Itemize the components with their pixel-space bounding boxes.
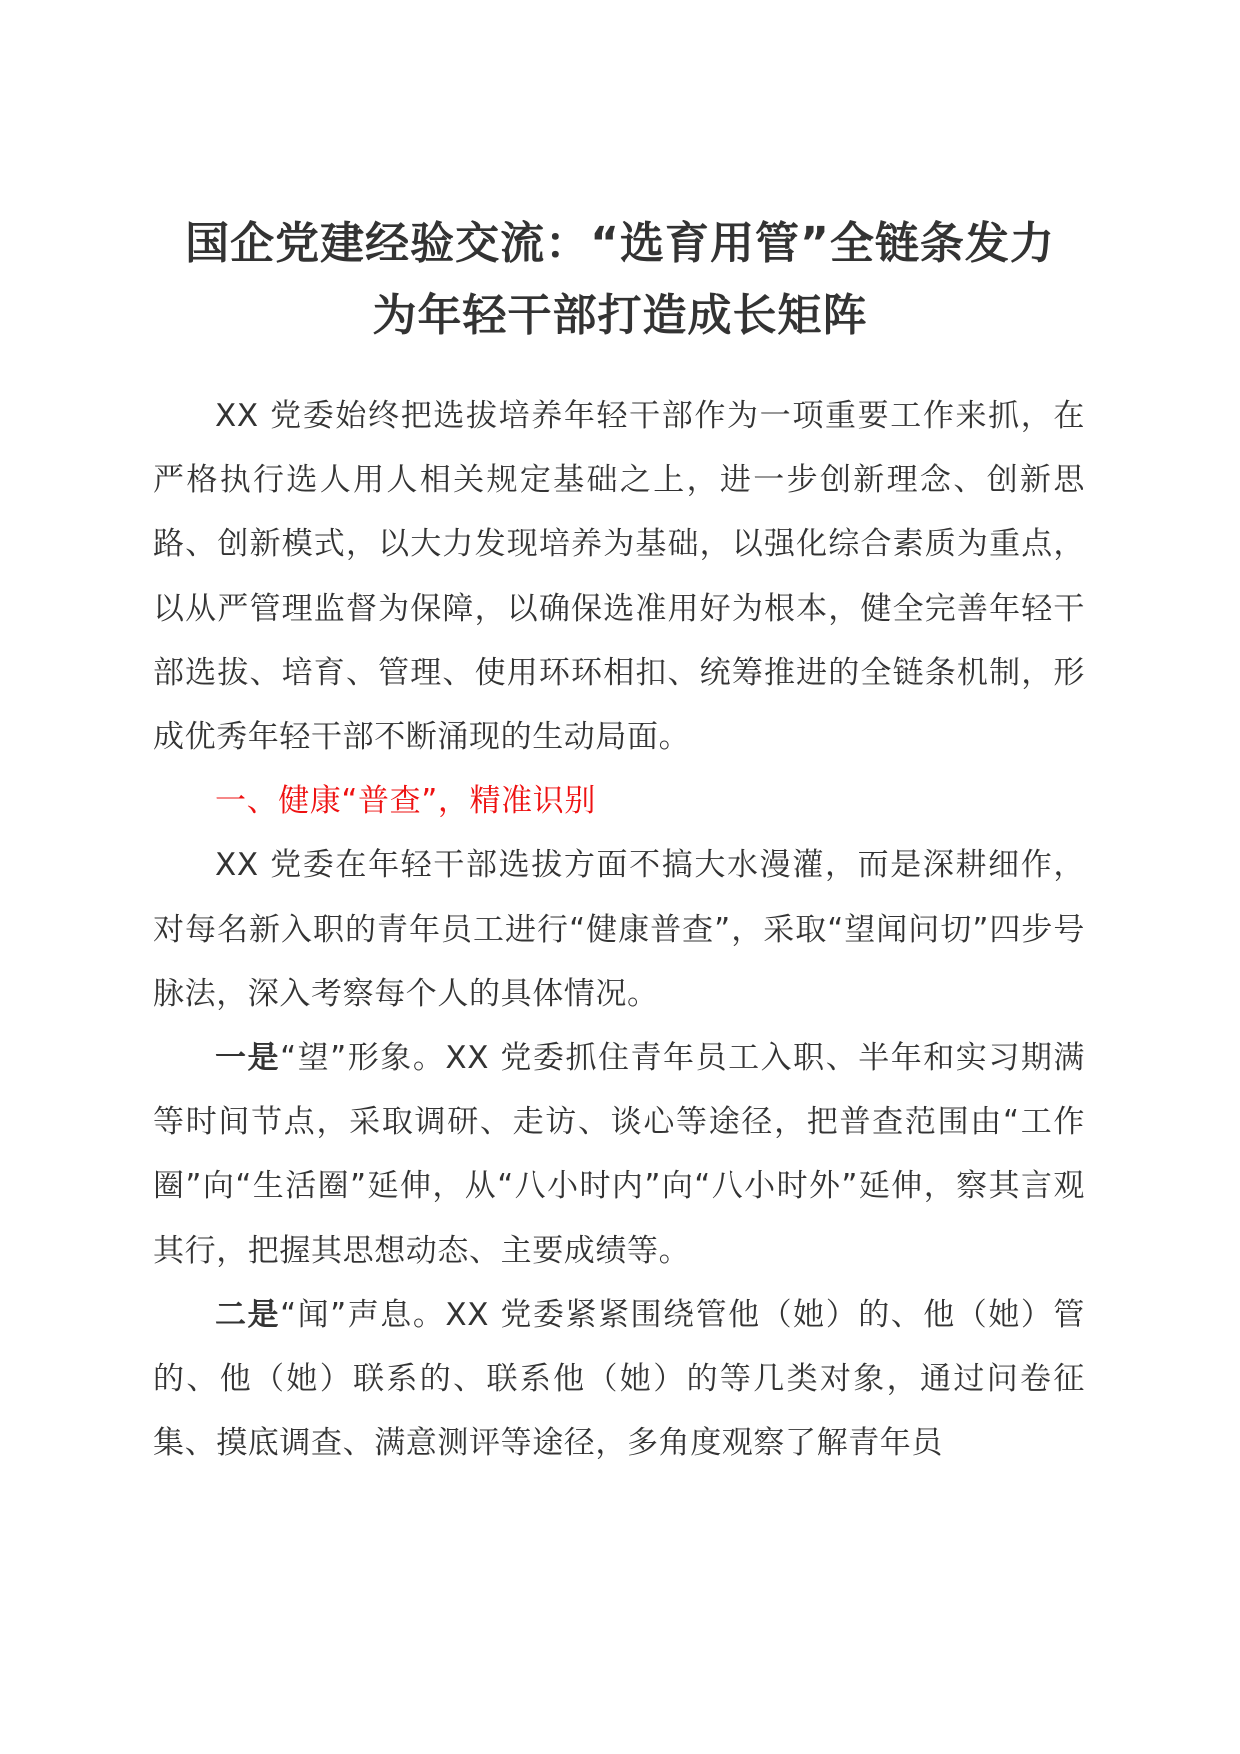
section-1-paragraph: XX 党委在年轻干部选拔方面不搞大水漫灌，而是深耕细作，对每名新入职的青年员工进行“健康普查”，采取“望闻问切”四步号脉法，深入考察每个人的具体情况。 — [153, 847, 1085, 1012]
point-1-paragraph — [153, 1026, 1085, 1283]
document-title — [150, 208, 1090, 352]
point-1-lead: 一是 — [215, 1040, 281, 1077]
point-1-text: “望”形象。XX 党委抓住青年员工入职、半年和实习期满等时间节点，采取调研、走访、谈心等途径，把普查范围由“工作圈”向“生活圈”延伸，从“八小时内”向“八小时外”延伸，察其言观其行，把握其思想动态、主要成绩等。 — [153, 1040, 1085, 1269]
title-line-1: 国企党建经验交流：“选育用管”全链条发力 — [185, 218, 1055, 269]
intro-paragraph: XX 党委始终把选拔培养年轻干部作为一项重要工作来抓，在严格执行选人用人相关规定基础之上，进一步创新理念、创新思路、创新模式，以大力发现培养为基础，以强化综合素质为重点，以从严管理监督为保障，以确保选准用好为根本，健全完善年轻干部选拔、培育、管理、使用环环相扣、统筹推进的全链条机制，形成优秀年轻干部不断涌现的生动局面。 — [153, 398, 1085, 756]
section-heading-1: 一、健康“普查”，精准识别 — [215, 783, 596, 820]
point-2-paragraph — [153, 1283, 1085, 1476]
point-2-text: “闻”声息。XX 党委紧紧围绕管他（她）的、他（她）管的、他（她）联系的、联系他（她）的等几类对象，通过问卷征集、摸底调查、满意测评等途径，多角度观察了解青年员 — [153, 1296, 1085, 1462]
title-line-2: 为年轻干部打造成长矩阵 — [372, 290, 868, 341]
document-body — [153, 384, 1085, 1475]
point-2-lead: 二是 — [215, 1296, 281, 1333]
